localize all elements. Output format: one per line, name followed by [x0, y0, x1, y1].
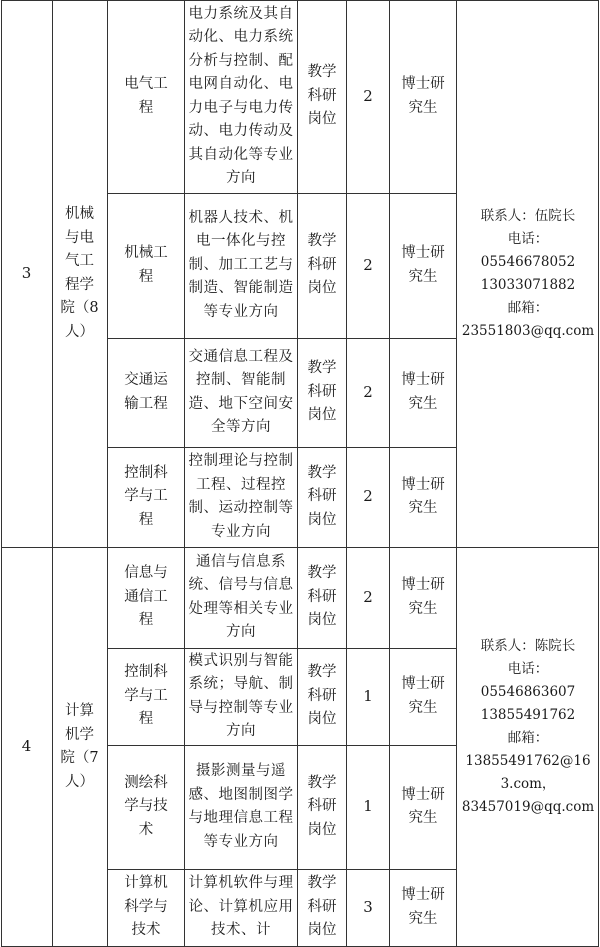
major-name: 信息与通信工程 — [124, 565, 168, 629]
education-requirement: 博士研究生 — [401, 76, 445, 116]
education-requirement: 博士研究生 — [401, 577, 445, 617]
major-name: 控制科学与工程 — [124, 664, 168, 728]
major-name: 测绘科学与技术 — [124, 774, 168, 838]
contact-info — [457, 0, 599, 547]
contact-person: 联系人：伍院长 — [480, 207, 576, 224]
headcount: 2 — [363, 487, 373, 506]
post-type: 教学科研岗位 — [307, 664, 337, 728]
contact-info — [457, 547, 599, 947]
research-direction: 计算机软件与理论、计算机应用技术、计 — [188, 875, 294, 938]
major-name: 机械工程 — [124, 245, 168, 285]
section-number: 4 — [21, 737, 32, 756]
contact-phone: 05546678052 — [480, 253, 576, 270]
post-type: 教学科研岗位 — [307, 464, 337, 528]
contact-email-label: 邮箱： — [507, 299, 549, 316]
research-direction: 摄影测量与遥感、地图制图学与地理信息工程等专业方向 — [188, 763, 294, 850]
research-direction: 控制理论与控制工程、过程控制、运动控制等专业方向 — [188, 453, 294, 540]
contact-phone: 13033071882 — [480, 276, 576, 293]
research-direction: 机器人技术、机电一体化与控制、加工工艺与制造、智能制造等专业方向 — [188, 209, 294, 320]
contact-phone: 13855491762 — [480, 707, 576, 723]
research-direction: 模式识别与智能系统；导航、制导与控制等专业方向 — [188, 652, 294, 739]
education-requirement: 博士研究生 — [401, 676, 445, 716]
college-name: 机械与电气工程学院（8人） — [60, 206, 99, 340]
headcount: 2 — [363, 86, 373, 105]
education-requirement: 博士研究生 — [401, 476, 445, 516]
contact-phone-label: 电话： — [507, 661, 549, 677]
college-name: 计算机学院（7人） — [60, 703, 99, 790]
research-direction: 通信与信息系统、信号与信息处理等相关专业方向 — [188, 553, 294, 640]
post-type: 教学科研岗位 — [307, 875, 337, 939]
research-direction: 电力系统及其自动化、电力系统分析与控制、配电网自动化、电力电子与电力传动、电力传动及其自动化等专业方向 — [188, 5, 294, 186]
education-requirement: 博士研究生 — [401, 372, 445, 412]
contact-phone: 05546863607 — [480, 684, 576, 700]
post-type: 教学科研岗位 — [307, 774, 337, 838]
education-requirement: 博士研究生 — [401, 887, 445, 927]
research-direction: 交通信息工程及控制、智能制造、地下空间安全等方向 — [188, 348, 294, 435]
headcount: 2 — [363, 587, 373, 606]
headcount: 1 — [363, 797, 373, 816]
post-type: 教学科研岗位 — [307, 64, 337, 128]
major-name: 电气工程 — [124, 76, 168, 116]
contact-email-label: 邮箱： — [507, 730, 549, 746]
headcount: 2 — [363, 255, 373, 274]
post-type: 教学科研岗位 — [307, 360, 337, 424]
major-name: 计算机科学与技术 — [124, 875, 168, 939]
section-number: 3 — [21, 263, 32, 282]
major-name: 控制科学与工程 — [124, 464, 168, 528]
post-type: 教学科研岗位 — [307, 233, 337, 297]
major-name: 交通运输工程 — [124, 372, 168, 412]
contact-email: 13855491762@163.com， — [465, 753, 591, 792]
headcount: 1 — [363, 686, 373, 705]
contact-email: 23551803@qq.com — [461, 322, 595, 339]
headcount: 3 — [363, 897, 373, 916]
contact-phone-label: 电话： — [507, 230, 549, 247]
headcount: 2 — [363, 382, 373, 401]
post-type: 教学科研岗位 — [307, 565, 337, 629]
contact-person: 联系人：陈院长 — [480, 638, 576, 654]
education-requirement: 博士研究生 — [401, 245, 445, 285]
education-requirement: 博士研究生 — [401, 786, 445, 826]
contact-email: 83457019@qq.com — [461, 799, 595, 815]
